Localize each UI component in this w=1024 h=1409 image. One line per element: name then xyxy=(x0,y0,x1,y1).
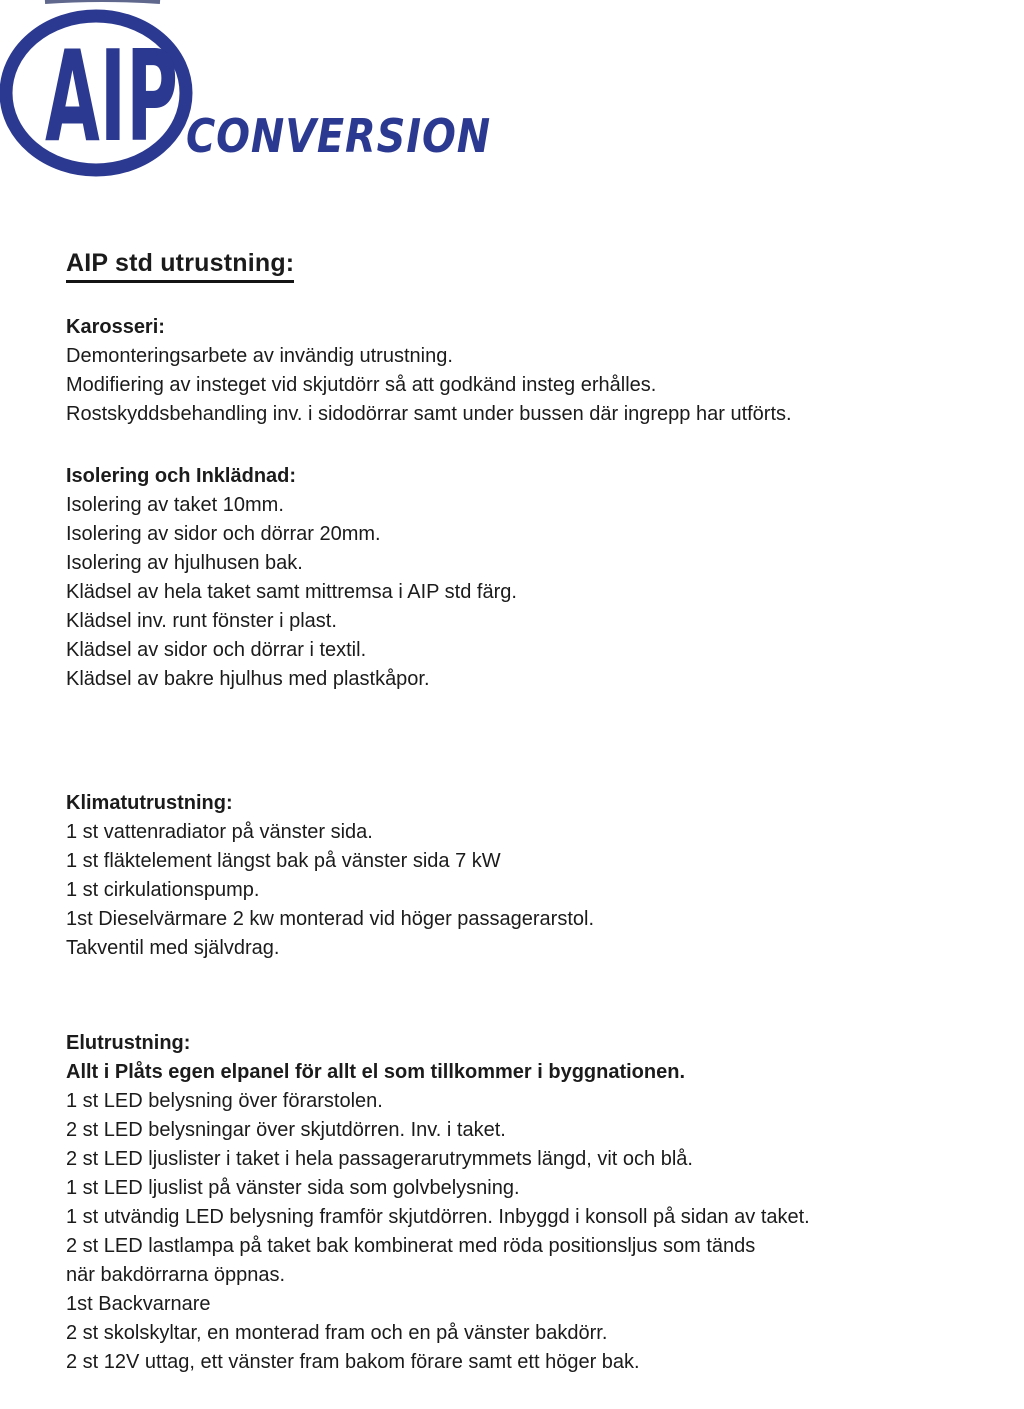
spec-line: Klädsel av hela taket samt mittremsa i AIP std färg. xyxy=(66,581,517,603)
spec-line: 2 st LED belysningar över skjutdörren. Inv. i taket. xyxy=(66,1119,506,1141)
spec-line: 2 st LED lastlampa på taket bak kombinerat med röda positionsljus som tänds xyxy=(66,1235,756,1257)
spec-line: 2 st skolskyltar, en monterad fram och en på vänster bakdörr. xyxy=(66,1322,608,1344)
section-heading: Elutrustning: xyxy=(66,1032,191,1054)
spec-line: Isolering av sidor och dörrar 20mm. xyxy=(66,523,381,545)
spec-line: Klädsel av sidor och dörrar i textil. xyxy=(66,639,367,661)
aip-conversion-logo xyxy=(0,0,520,200)
spec-line: Allt i Plåts egen elpanel för allt el som tillkommer i byggnationen. xyxy=(66,1061,686,1083)
spec-line: Isolering av hjulhusen bak. xyxy=(66,552,303,574)
logo-monogram: AIP xyxy=(45,23,178,170)
section-klimat xyxy=(66,789,1006,963)
section-heading: Isolering och Inklädnad: xyxy=(66,465,297,487)
spec-line: Rostskyddsbehandling inv. i sidodörrar samt under bussen där ingrepp har utförts. xyxy=(66,403,792,425)
page-title: AIP std utrustning: xyxy=(66,248,294,283)
spec-line: Isolering av taket 10mm. xyxy=(66,494,284,516)
spec-line: 1 st utvändig LED belysning framför skjutdörren. Inbyggd i konsoll på sidan av taket. xyxy=(66,1206,810,1228)
spec-line: Klädsel inv. runt fönster i plast. xyxy=(66,610,337,632)
section-el xyxy=(66,1029,1006,1377)
section-heading: Karosseri: xyxy=(66,316,165,338)
spec-line: 1st Backvarnare xyxy=(66,1293,211,1315)
spec-line: Takventil med självdrag. xyxy=(66,937,280,959)
sections xyxy=(66,313,1006,1377)
spec-line: 1 st fläktelement längst bak på vänster sida 7 kW xyxy=(66,850,501,872)
spec-line: när bakdörrarna öppnas. xyxy=(66,1264,286,1286)
logo-wordmark: CONVERSION xyxy=(186,109,491,163)
spec-line: 1 st LED belysning över förarstolen. xyxy=(66,1090,383,1112)
spec-line: 1 st LED ljuslist på vänster sida som golvbelysning. xyxy=(66,1177,520,1199)
spec-line: Klädsel av bakre hjulhus med plastkåpor. xyxy=(66,668,430,690)
section-isolering xyxy=(66,462,1006,694)
spec-line: 2 st 12V uttag, ett vänster fram bakom förare samt ett höger bak. xyxy=(66,1351,640,1373)
spec-line: 2 st LED ljuslister i taket i hela passagerarutrymmets längd, vit och blå. xyxy=(66,1148,693,1170)
cropped-artifact-line xyxy=(45,0,160,2)
section-karosseri xyxy=(66,313,1006,429)
document-content xyxy=(66,248,1006,1377)
spec-line: Demonteringsarbete av invändig utrustning. xyxy=(66,345,453,367)
section-heading: Klimatutrustning: xyxy=(66,792,233,814)
spec-line: 1 st cirkulationspump. xyxy=(66,879,260,901)
spec-line: 1st Dieselvärmare 2 kw monterad vid höger passagerarstol. xyxy=(66,908,595,930)
spec-line: Modifiering av insteget vid skjutdörr så att godkänd insteg erhålles. xyxy=(66,374,657,396)
spec-line: 1 st vattenradiator på vänster sida. xyxy=(66,821,373,843)
